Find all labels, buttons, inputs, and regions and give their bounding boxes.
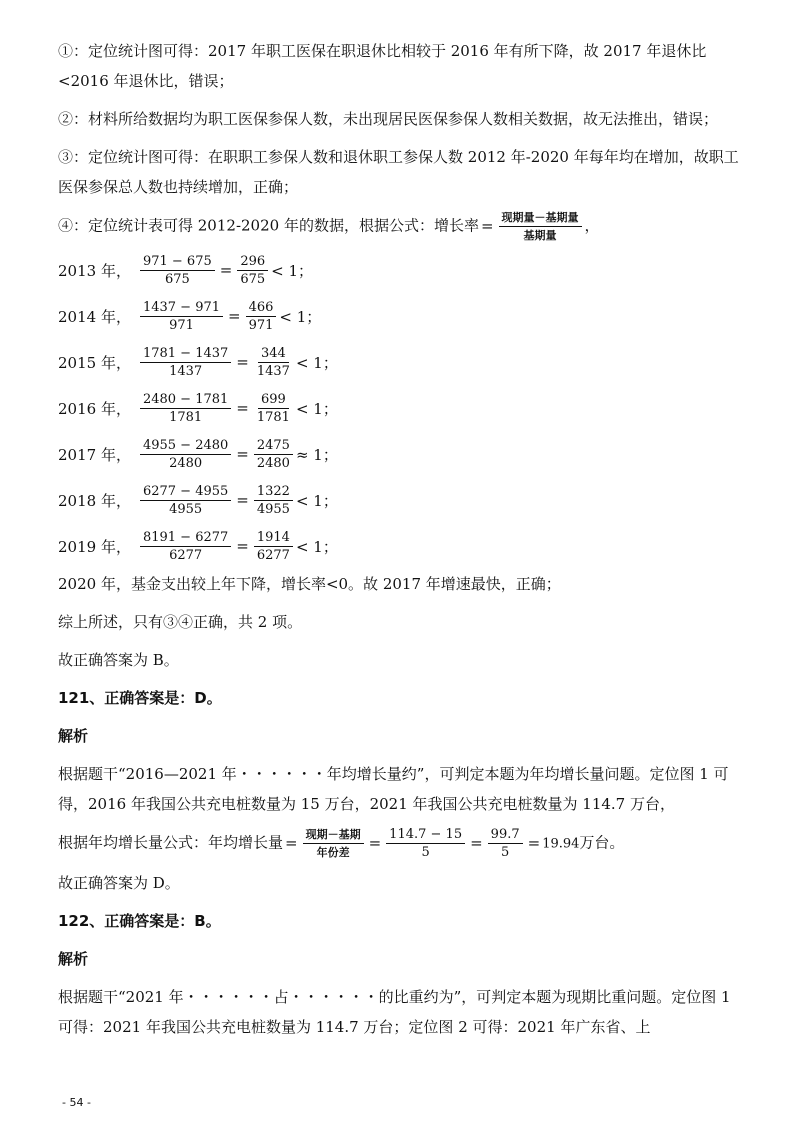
formula-denominator: 基期量 xyxy=(523,229,557,242)
row-year: 2019 年， xyxy=(58,537,131,556)
item-4-suffix: ， xyxy=(584,216,600,235)
fraction-numerator: 296 xyxy=(237,254,268,271)
row-year: 2018 年， xyxy=(58,491,131,510)
fraction-denominator: 5 xyxy=(421,845,430,860)
difference-fraction xyxy=(140,392,231,425)
calculation-row xyxy=(58,385,742,431)
fraction-denominator: 971 xyxy=(169,317,194,333)
calculation-row xyxy=(58,247,742,293)
question-121-formula-line xyxy=(58,827,742,860)
fraction-numerator: 971 − 675 xyxy=(140,254,215,271)
fraction-denominator: 6277 xyxy=(256,547,290,563)
fraction-denominator: 6277 xyxy=(169,547,203,563)
difference-fraction xyxy=(140,300,223,333)
paragraph-item-1: ①：定位统计图可得：2017 年职工医保在职退休比相较于 2016 年有所下降，故 2017 年退休比<2016 年退休比，错误； xyxy=(58,42,707,90)
result-fraction xyxy=(237,254,268,287)
equals-sign: = xyxy=(285,833,298,852)
result-value: 19.94 xyxy=(542,836,580,852)
line-2020: 2020 年，基金支出较上年下降，增长率<0。故 2017 年增速最快，正确； xyxy=(58,575,561,593)
equals-sign: = xyxy=(219,261,233,279)
equals-sign: = xyxy=(368,833,382,852)
paragraph-item-3: ③：定位统计图可得：在职职工参保人数和退休职工参保人数 2012 年-2020 年每年均在增加，故职工医保参保总人数也持续增加，正确； xyxy=(58,148,739,196)
analysis-label-121: 解析 xyxy=(58,727,89,745)
equals-sign: = xyxy=(236,537,249,555)
fraction-numerator: 699 xyxy=(258,392,289,409)
summary-line: 综上所述，只有③④正确，共 2 项。 xyxy=(58,613,303,631)
simplified-fraction xyxy=(488,827,523,860)
fraction-numerator: 344 xyxy=(258,346,289,363)
formula-prefix: 根据年均增长量公式：年均增长量 xyxy=(58,833,284,852)
fraction-numerator: 1781 − 1437 xyxy=(140,346,231,363)
equals-sign: = xyxy=(480,216,494,235)
difference-fraction xyxy=(140,484,231,517)
fraction-denominator: 2480 xyxy=(256,455,290,471)
comparison: < 1； xyxy=(271,261,314,280)
calculation-row xyxy=(58,477,742,523)
fraction-numerator: 4955 − 2480 xyxy=(140,438,231,455)
comparison: ≈ 1； xyxy=(295,445,338,464)
fraction-denominator: 1781 xyxy=(169,409,203,425)
formula-numerator: 现期－基期 xyxy=(303,827,364,844)
result-unit: 万台。 xyxy=(579,833,625,852)
fraction-denominator: 4955 xyxy=(256,501,290,517)
equals-sign: = xyxy=(236,491,249,509)
result-fraction xyxy=(254,530,293,563)
formula-denominator: 年份差 xyxy=(316,846,350,859)
result-fraction xyxy=(246,300,277,333)
comparison: < 1； xyxy=(279,307,322,326)
avg-increase-formula xyxy=(303,827,364,860)
calculation-row xyxy=(58,431,742,477)
fraction-numerator: 1914 xyxy=(254,530,293,547)
comparison: < 1； xyxy=(295,491,338,510)
paragraph-item-2: ②：材料所给数据均为职工医保参保人数，未出现居民医保参保人数相关数据，故无法推出，错误； xyxy=(58,110,719,128)
question-121-heading: 121、正确答案是：D。 xyxy=(58,689,222,707)
equals-sign: = xyxy=(236,445,249,463)
question-122-body: 根据题干“2021 年・・・・・・占・・・・・・的比重约为”，可判定本题为现期比重问题。定位图 1 可得：2021 年我国公共充电桩数量为 114.7 万台；定位图 2 可得：2021 年广东省、上 xyxy=(58,988,731,1036)
row-year: 2017 年， xyxy=(58,445,131,464)
row-year: 2016 年， xyxy=(58,399,131,418)
fraction-numerator: 466 xyxy=(246,300,277,317)
fraction-denominator: 2480 xyxy=(169,455,203,471)
fraction-numerator: 99.7 xyxy=(488,827,523,844)
result-fraction xyxy=(254,346,293,379)
fraction-denominator: 971 xyxy=(248,317,274,333)
difference-fraction xyxy=(140,530,231,563)
item-4-text: ④：定位统计表可得 2012-2020 年的数据，根据公式：增长率 xyxy=(58,216,479,235)
fraction-denominator: 1437 xyxy=(256,363,290,379)
substituted-fraction xyxy=(386,827,465,860)
difference-fraction xyxy=(140,438,231,471)
calculation-row xyxy=(58,339,742,385)
fraction-numerator: 1322 xyxy=(254,484,293,501)
result-fraction xyxy=(254,438,293,471)
growth-rate-calculation-list xyxy=(58,247,742,569)
page-number: - 54 - xyxy=(62,1096,91,1109)
difference-fraction xyxy=(140,346,231,379)
growth-rate-formula xyxy=(499,210,582,243)
fraction-numerator: 114.7 − 15 xyxy=(386,827,465,844)
fraction-numerator: 1437 − 971 xyxy=(140,300,223,317)
analysis-label-122: 解析 xyxy=(58,950,89,968)
comparison: < 1； xyxy=(295,399,338,418)
fraction-denominator: 1781 xyxy=(256,409,290,425)
row-year: 2013 年， xyxy=(58,261,131,280)
fraction-numerator: 6277 − 4955 xyxy=(140,484,231,501)
fraction-denominator: 675 xyxy=(240,271,266,287)
paragraph-item-4 xyxy=(58,210,742,243)
equals-sign: = xyxy=(228,307,241,325)
question-121-body: 根据题干“2016—2021 年・・・・・・年均增长量约”，可判定本题为年均增长量问题。定位图 1 可得，2016 年我国公共充电桩数量为 15 万台，2021 年我国公共充电桩数量为 114.7 万台， xyxy=(58,765,729,813)
row-year: 2015 年， xyxy=(58,353,131,372)
question-122-heading: 122、正确答案是：B。 xyxy=(58,912,221,930)
result-fraction xyxy=(254,392,293,425)
fraction-denominator: 5 xyxy=(501,845,510,860)
comparison: < 1； xyxy=(295,537,338,556)
equals-sign: = xyxy=(527,833,541,852)
calculation-row xyxy=(58,293,742,339)
calculation-row xyxy=(58,523,742,569)
fraction-denominator: 675 xyxy=(164,271,190,287)
equals-sign: = xyxy=(236,399,249,417)
answer-line-121: 故正确答案为 D。 xyxy=(58,874,180,892)
fraction-numerator: 2480 − 1781 xyxy=(140,392,231,409)
fraction-numerator: 8191 − 6277 xyxy=(140,530,231,547)
row-year: 2014 年， xyxy=(58,307,131,326)
answer-line-120: 故正确答案为 B。 xyxy=(58,651,179,669)
equals-sign: = xyxy=(236,353,249,371)
fraction-denominator: 1437 xyxy=(169,363,203,379)
equals-sign: = xyxy=(470,833,483,852)
difference-fraction xyxy=(140,254,215,287)
comparison: < 1； xyxy=(295,353,338,372)
result-fraction xyxy=(254,484,293,517)
fraction-denominator: 4955 xyxy=(169,501,203,517)
formula-numerator: 现期量－基期量 xyxy=(499,210,582,227)
fraction-numerator: 2475 xyxy=(254,438,293,455)
